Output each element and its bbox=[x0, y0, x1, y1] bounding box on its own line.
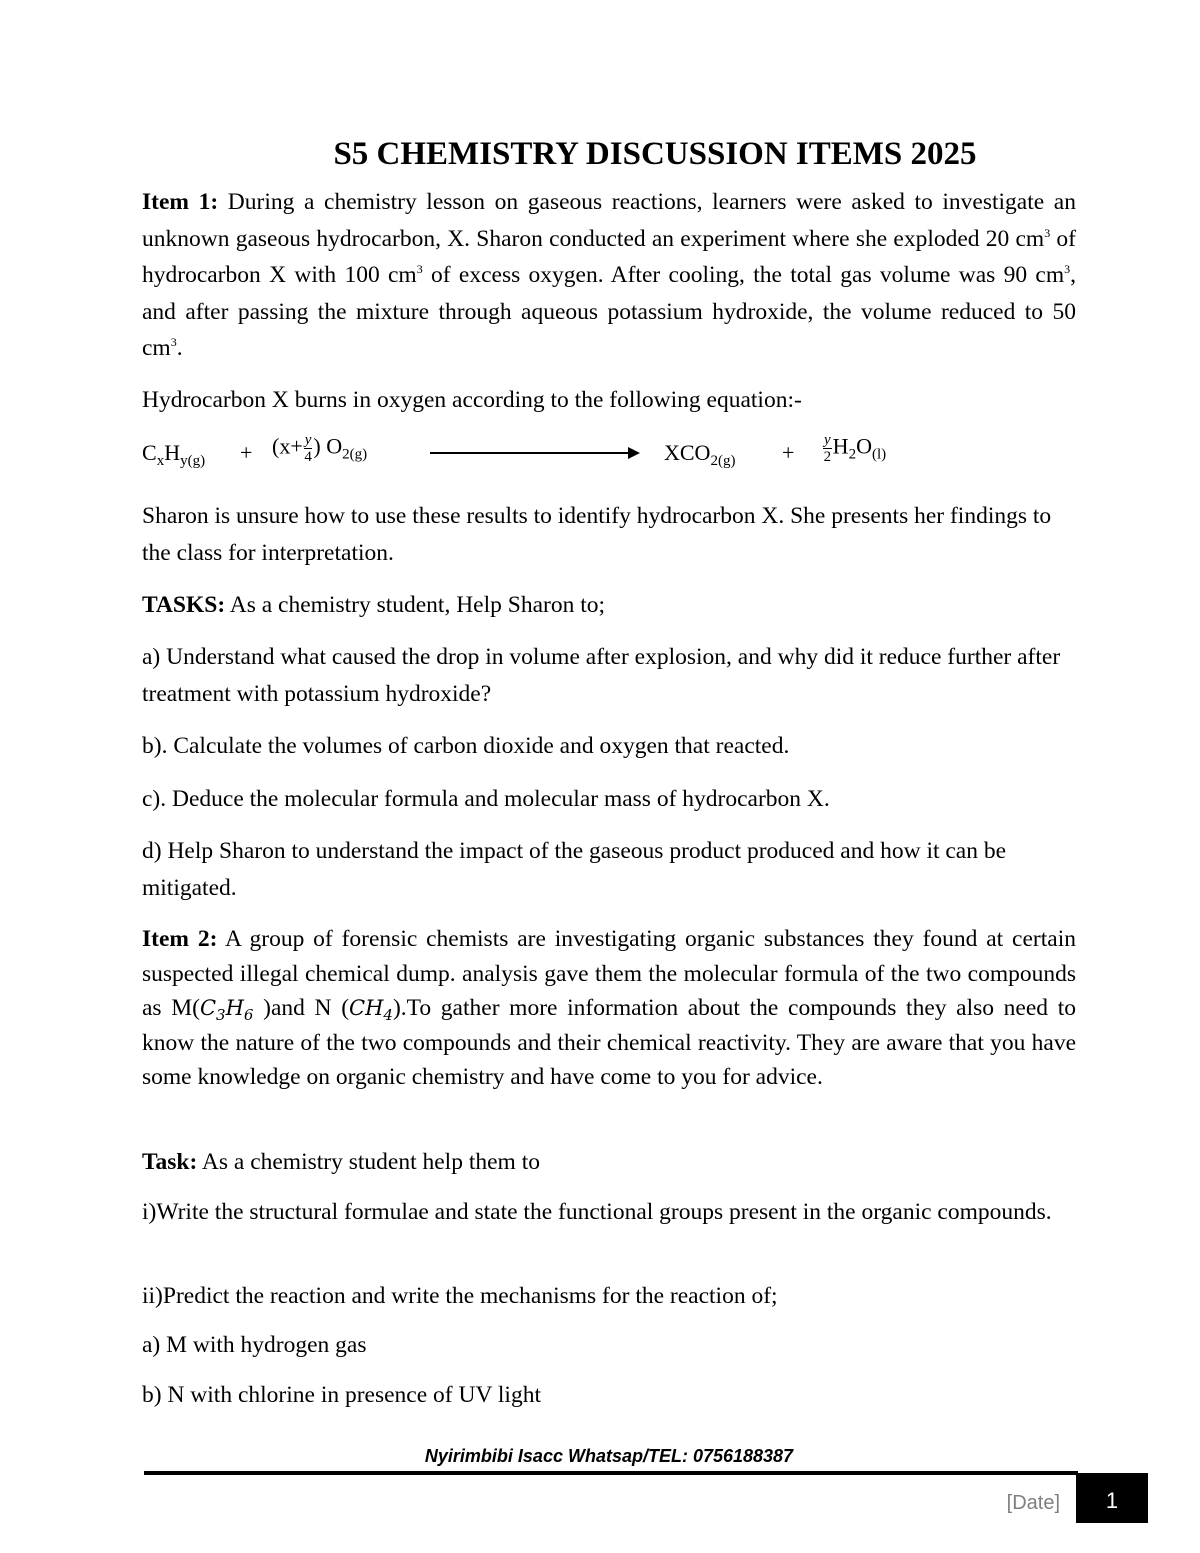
tasks-heading: TASKS: As a chemistry student, Help Sharon to; bbox=[142, 592, 606, 618]
item2-label: Item 2: bbox=[142, 926, 218, 952]
task-b: b). Calculate the volumes of carbon dioxide and oxygen that reacted. bbox=[142, 733, 790, 759]
task-d: d) Help Sharon to understand the impact of the gaseous product produced and how it can be mitigated. bbox=[142, 838, 1007, 901]
item2-subtask-a: a) M with hydrogen gas bbox=[142, 1332, 367, 1358]
footer-author: Nyirimbibi Isacc Whatsap/TEL: 0756188387 bbox=[424, 1446, 794, 1466]
combustion-equation bbox=[142, 432, 1076, 484]
item1-intro: Item 1: During a chemistry lesson on gaseous reactions, learners were asked to investigate an unknown gaseous hydrocarbon, X. Sharon conducted an experiment where she exploded 20 $cm^3$ of hydrocarbon X with 100 $cm^3$ of excess oxygen. After cooling, the total gas volume was 90 $cm^3$, and after passing the mixture through aqueous potassium hydroxide, the volume reduced to 50 $cm^3$. bbox=[142, 189, 1077, 361]
footer-date: [Date] bbox=[1006, 1492, 1060, 1514]
formula-m: $C_3H_6$ bbox=[199, 996, 254, 1024]
reactant-hydrocarbon: $C_xH_{y(g)}$ bbox=[142, 440, 206, 469]
plus-sign: + bbox=[240, 440, 253, 465]
item2-task-ii: ii)Predict the reaction and write the mechanisms for the reaction of; bbox=[142, 1283, 778, 1309]
page-title: S5 CHEMISTRY DISCUSSION ITEMS 2025 bbox=[333, 136, 977, 172]
item2-task-i: i)Write the structural formulae and state the functional groups present in the organic compounds. bbox=[142, 1199, 1052, 1225]
item1-findings: Sharon is unsure how to use these results to identify hydrocarbon X. She presents her findings to the class for interpretation. bbox=[142, 503, 1052, 566]
footer-divider bbox=[144, 1471, 1078, 1475]
reactant-oxygen: (x+ $\frac{y}{4}$ ) $O_{2(g)}$ bbox=[272, 432, 368, 465]
product-water: $\frac{y}{2}$ $H_2O_{(l)}$ bbox=[823, 432, 887, 465]
reaction-arrow bbox=[430, 452, 638, 454]
item2-intro: Item 2: A group of forensic chemists are investigating organic substances they found at certain suspected illegal chemical dump. analysis gave them the molecular formula of the two compounds as $M(C_3H_6$ )and N $(CH_4).To$ gather more information about the compounds they also need to know the nature of the two compounds and their chemical reactivity. They are aware that you have some knowledge on organic chemistry and have come to you for advice. bbox=[142, 926, 1076, 1090]
task-c: c). Deduce the molecular formula and molecular mass of hydrocarbon X. bbox=[142, 786, 830, 812]
task-a: a) Understand what caused the drop in volume after explosion, and why did it reduce further after treatment with potassium hydroxide? bbox=[142, 644, 1061, 707]
item2-task-heading: Task: As a chemistry student help them to bbox=[142, 1149, 540, 1175]
item1-label: Item 1: bbox=[142, 189, 219, 215]
product-co2: $XCO_{2(g)}$ bbox=[664, 440, 736, 469]
equation-intro: Hydrocarbon X burns in oxygen according to the following equation:- bbox=[142, 387, 802, 413]
item2-subtask-b: b) N with chlorine in presence of UV light bbox=[142, 1382, 541, 1408]
formula-n: $CH_4$ bbox=[349, 996, 393, 1024]
page-number: 1 bbox=[1076, 1473, 1148, 1523]
plus-sign: + bbox=[782, 440, 795, 465]
